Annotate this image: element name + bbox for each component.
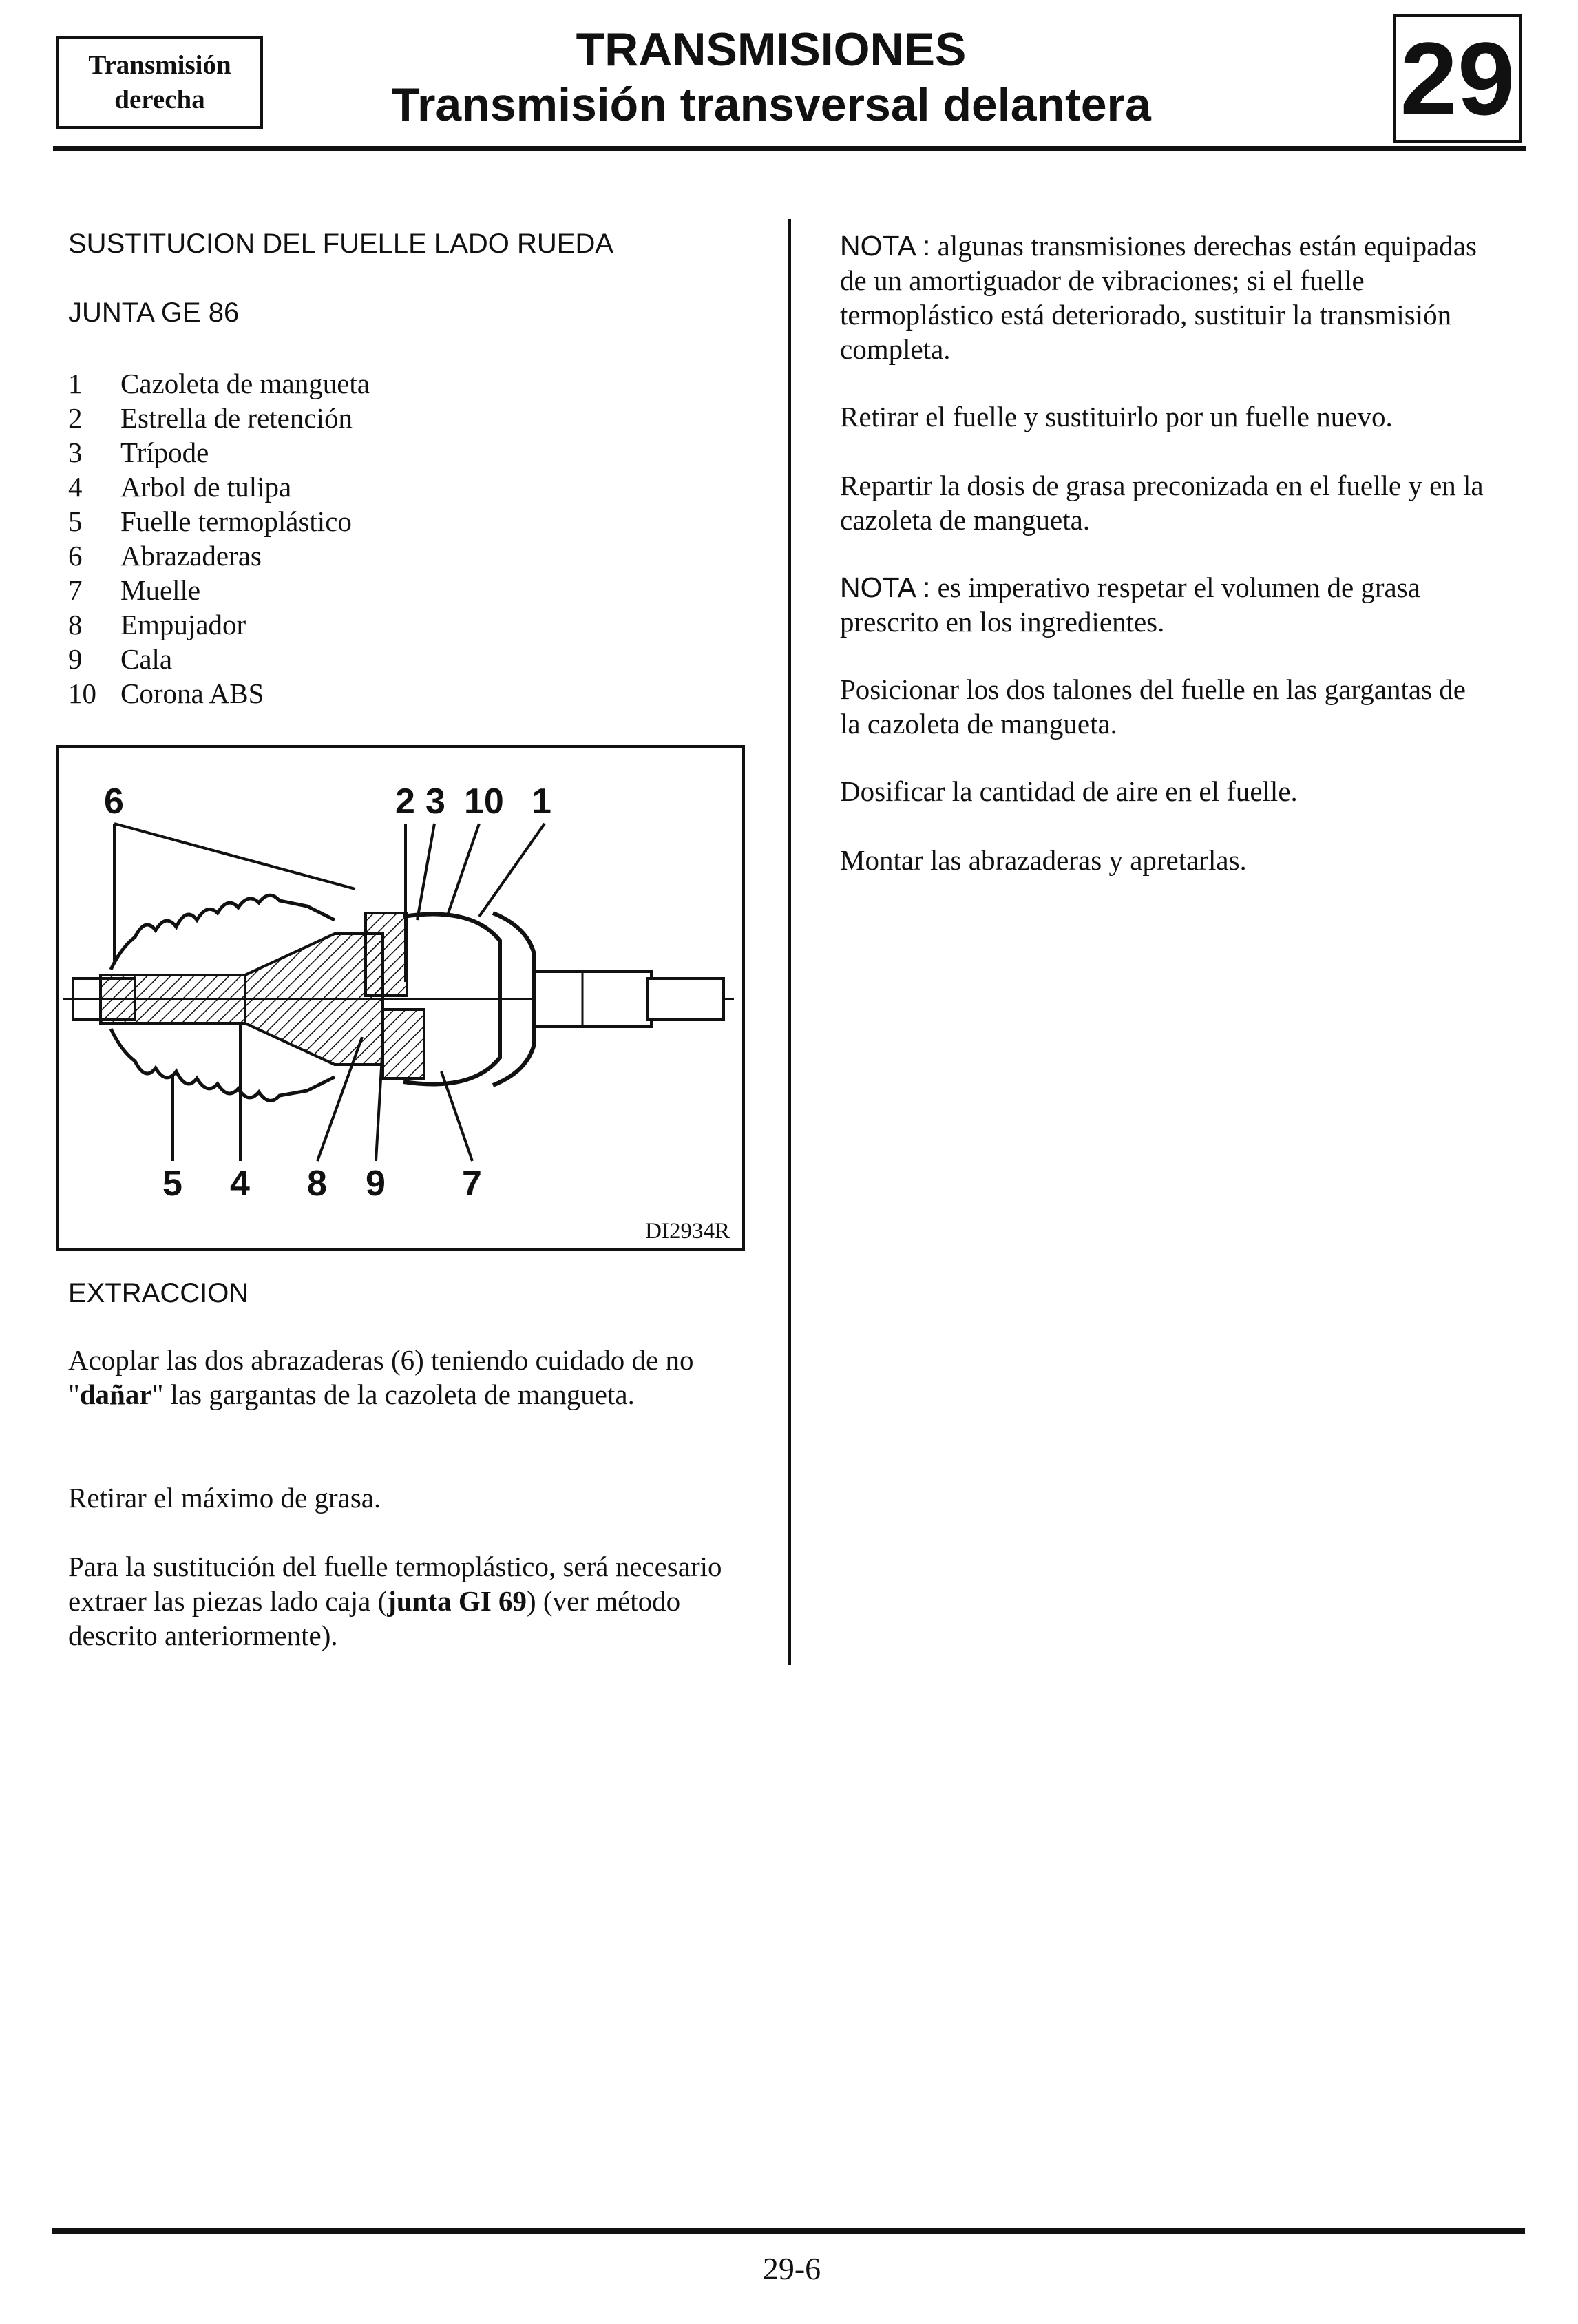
- legend-label: Estrella de retención: [120, 402, 353, 434]
- legend-label: Muelle: [120, 574, 201, 606]
- joint-exploded-diagram: [56, 745, 745, 1251]
- text-run: Acoplar las dos abrazaderas (6) teniendo cuidado de no ": [68, 1344, 694, 1410]
- legend-item: [68, 538, 370, 573]
- legend-label: Cazoleta de mangueta: [120, 368, 370, 399]
- page-title: [330, 22, 1212, 132]
- legend-number: 9: [68, 643, 83, 675]
- legend-number: 4: [68, 471, 83, 503]
- text-run: " las gargantas de la cazoleta de mangueta.: [151, 1379, 635, 1410]
- text-run: Para la sustitución del fuelle termoplástico, será necesario extraer las piezas lado caja (: [68, 1551, 722, 1617]
- legend-number: 3: [68, 437, 83, 468]
- page-number: 29-6: [762, 2251, 821, 2286]
- note-label: NOTA :: [840, 572, 931, 603]
- stub-axle-shaft: [534, 972, 724, 1027]
- paragraph: Montar las abrazaderas y apretarlas.: [840, 844, 1247, 876]
- tulip-housing: [245, 913, 424, 1078]
- title-line2: Transmisión transversal delantera: [391, 78, 1151, 131]
- legend-label: Fuelle termoplástico: [120, 505, 352, 537]
- bold-text: junta GI 69: [387, 1585, 527, 1617]
- legend-item: [68, 470, 370, 504]
- legend-number: 5: [68, 505, 83, 537]
- extraction-heading: EXTRACCION: [68, 1278, 249, 1308]
- text-run: ) (ver método descrito anteriormente).: [68, 1585, 681, 1651]
- legend-label: Trípode: [120, 437, 209, 468]
- callout-top: 3: [425, 782, 445, 821]
- callout-bottom: 4: [230, 1164, 250, 1204]
- paragraph: Repartir la dosis de grasa preconizada en el fuelle y en la cazoleta de mangueta.: [840, 470, 1484, 536]
- paragraph: Dosificar la cantidad de aire en el fuelle.: [840, 775, 1298, 807]
- legend-number: 7: [68, 574, 83, 606]
- joint-heading: JUNTA GE 86: [68, 297, 240, 328]
- legend-number: 8: [68, 609, 83, 640]
- column-divider: [788, 219, 791, 1665]
- legend-item: [68, 607, 370, 642]
- legend-item: [68, 435, 370, 470]
- title-line1: TRANSMISIONES: [576, 23, 967, 76]
- legend-number: 1: [68, 368, 83, 399]
- bold-text: dañar: [79, 1379, 152, 1410]
- callout-top: 2: [395, 782, 415, 821]
- legend-label: Empujador: [120, 609, 246, 640]
- legend-label: Corona ABS: [120, 678, 264, 709]
- footer-divider: [52, 2228, 1525, 2234]
- header-divider: [53, 146, 1526, 151]
- paragraph: [68, 1343, 729, 1412]
- figure-reference: DI2934R: [645, 1219, 730, 1244]
- note-paragraph: [840, 570, 1487, 639]
- section-label-line1: Transmisión: [88, 50, 231, 80]
- callout-bottom: 7: [462, 1164, 482, 1204]
- paragraph: Posicionar los dos talones del fuelle en las gargantas de la cazoleta de mangueta.: [840, 673, 1466, 740]
- callout-bottom: 9: [366, 1164, 386, 1204]
- callout-bottom: 5: [162, 1164, 182, 1204]
- callout-top: 6: [104, 782, 124, 821]
- legend-item: [68, 366, 370, 401]
- legend-label: Arbol de tulipa: [120, 471, 292, 503]
- paragraph: [68, 1549, 729, 1653]
- legend-item: [68, 401, 370, 435]
- callout-top: 1: [532, 782, 551, 821]
- callout-bottom: 8: [307, 1164, 327, 1204]
- callout-top: 10: [464, 782, 504, 821]
- note-label: NOTA :: [840, 230, 931, 262]
- legend-number: 10: [68, 678, 96, 709]
- chapter-number: 29: [1393, 14, 1522, 143]
- paragraph: Retirar el máximo de grasa.: [68, 1482, 381, 1514]
- text-run: es imperativo respetar el volumen de grasa prescrito en los ingredientes.: [840, 572, 1420, 638]
- legend-item: [68, 642, 370, 676]
- parts-legend: [68, 366, 370, 711]
- legend-number: 2: [68, 402, 83, 434]
- text-run: algunas transmisiones derechas están equipadas de un amortiguador de vibraciones; si el fuelle termoplástico está deteriorado, sustituir la transmisión completa.: [840, 230, 1477, 365]
- section-label-line2: derecha: [114, 85, 205, 114]
- paragraph: Retirar el fuelle y sustituirlo por un fuelle nuevo.: [840, 401, 1393, 432]
- section-heading: SUSTITUCION DEL FUELLE LADO RUEDA: [68, 229, 614, 259]
- joint-cross-section-drawing: [59, 748, 742, 1248]
- legend-item: [68, 504, 370, 538]
- legend-label: Abrazaderas: [120, 540, 262, 572]
- legend-label: Cala: [120, 643, 173, 675]
- legend-number: 6: [68, 540, 83, 572]
- legend-item: [68, 676, 370, 711]
- legend-item: [68, 573, 370, 607]
- section-label-box: [56, 36, 263, 129]
- note-paragraph: [840, 229, 1487, 366]
